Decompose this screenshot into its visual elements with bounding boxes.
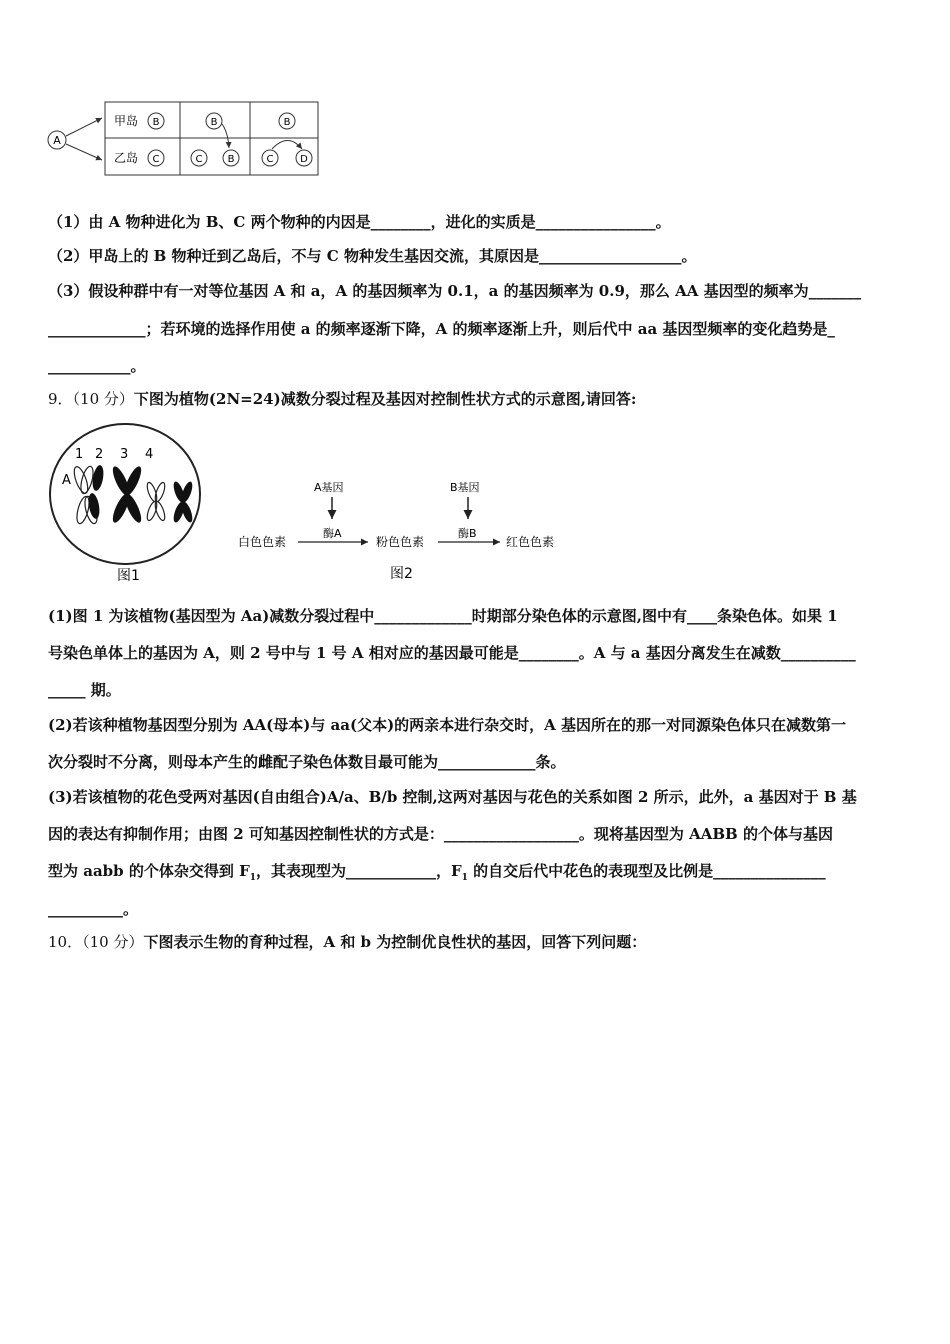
q9-score: （10 分） [72, 390, 134, 408]
q9-part1-line2: 号染色单体上的基因为 A，则 2 号中与 1 号 A 相对应的基因最可能是________。A 与 a 基因分离发生在减数__________ [48, 644, 856, 662]
q10-stem [48, 932, 646, 952]
arrow-to-jia [66, 118, 102, 136]
figure-1-caption: 图1 [117, 568, 140, 584]
q9-part3-line3-b: ，其表现型为____________，F [256, 862, 462, 880]
red-pigment: 红色色素 [506, 535, 555, 549]
node-d: D [300, 154, 308, 165]
figure-2-caption: 图2 [390, 566, 413, 582]
arrow-to-yi [66, 144, 102, 160]
f1-subscript: 1 [249, 873, 256, 883]
q9-part3-line2: 因的表达有抑制作用；由图 2 可知基因控制性状的方式是：__________________。现将基因型为 AABB 的个体与基因 [48, 825, 833, 843]
q10-stem-text: 下图表示生物的育种过程，A 和 b 为控制优良性状的基因，回答下列问题： [143, 933, 647, 951]
migration-arrow [222, 124, 229, 148]
chromosome-4 [145, 481, 166, 521]
q9-part3-line3 [48, 861, 908, 888]
pink-pigment: 粉色色素 [376, 535, 425, 549]
node-b-3: B [283, 117, 291, 128]
chromosome-pair-1-2 [72, 464, 106, 524]
chromosome-4-label: 4 [145, 447, 154, 462]
gene-a-label: A [62, 473, 71, 488]
node-b-1: B [152, 117, 160, 128]
figure-1-cell [45, 418, 225, 586]
f1-subscript-2: 1 [461, 873, 468, 883]
q8-part3-line1: （3）假设种群中有一对等位基因 A 和 a，A 的基因频率为 0.1，a 的基因频率为 0.9，那么 AA 基因型的频率为_______ [48, 282, 862, 300]
gene-a-box: A基因 [314, 481, 344, 494]
q9-number: 9． [48, 390, 73, 408]
q9-part3-line4: __________。 [48, 900, 139, 918]
node-c-3: C [266, 154, 274, 165]
chromosome-3-label: 3 [120, 447, 129, 462]
enzyme-a-label: 酶A [323, 527, 342, 540]
chromosome-black-small [171, 480, 194, 523]
enzyme-b-label: 酶B [458, 527, 477, 540]
q9-part1-line3: _____ 期。 [48, 681, 121, 699]
q9-part3-line3-a: 型为 aabb 的个体杂交得到 F [48, 862, 250, 880]
q8-part3-line2: _____________；若环境的选择作用使 a 的频率逐渐下降，A 的频率逐渐上升，则后代中 aa 基因型频率的变化趋势是_ [48, 320, 835, 338]
q9-stem [48, 389, 636, 409]
figure-2-pathway [230, 475, 575, 585]
q8-part3-line3: ___________。 [48, 357, 146, 375]
q9-part1-line1: (1)图 1 为该植物(基因型为 Aa)减数分裂过程中_____________时期部分染色体的示意图,图中有____条染色体。如果 1 [48, 607, 838, 625]
q9-part3-line1: (3)若该植物的花色受两对基因(自由组合)A/a、B/b 控制,这两对基因与花色的关系如图 2 所示，此外，a 基因对于 B 基 [48, 788, 857, 806]
chromatid-1-label: 1 [75, 447, 84, 462]
q9-part2-line1: (2)若该种植物基因型分别为 AA(母本)与 aa(父本)的两亲本进行杂交时，A 基因所在的那一对同源染色体只在减数第一 [48, 716, 847, 734]
species-a-label: A [53, 134, 61, 147]
node-c-2: C [195, 154, 203, 165]
yi-island-label: 乙岛 [114, 151, 139, 165]
chromosome-3 [110, 464, 145, 524]
white-pigment: 白色色素 [238, 535, 287, 549]
q9-stem-text: 下图为植物(2N=24)减数分裂过程及基因对控制性状方式的示意图,请回答: [133, 390, 637, 408]
q9-part2-line2: 次分裂时不分离，则母本产生的雌配子染色体数目最可能为_____________条。 [48, 753, 566, 771]
q10-number: 10． [48, 933, 83, 951]
node-c-1: C [152, 154, 160, 165]
speciation-arrow [272, 141, 302, 150]
node-b-4: B [227, 154, 235, 165]
node-b-2: B [210, 117, 218, 128]
q10-score: （10 分） [82, 933, 144, 951]
jia-island-label: 甲岛 [114, 114, 139, 128]
island-figure [40, 98, 330, 180]
chromatid-2-label: 2 [95, 447, 104, 462]
q9-part3-line3-c: 的自交后代中花色的表现型及比例是_______________ [467, 862, 826, 880]
gene-b-box: B基因 [450, 481, 480, 494]
q8-part2: （2）甲岛上的 B 物种迁到乙岛后，不与 C 物种发生基因交流，其原因是___________________。 [48, 247, 697, 265]
q8-part1: （1）由 A 物种进化为 B、C 两个物种的内因是________，进化的实质是________________。 [48, 213, 671, 231]
